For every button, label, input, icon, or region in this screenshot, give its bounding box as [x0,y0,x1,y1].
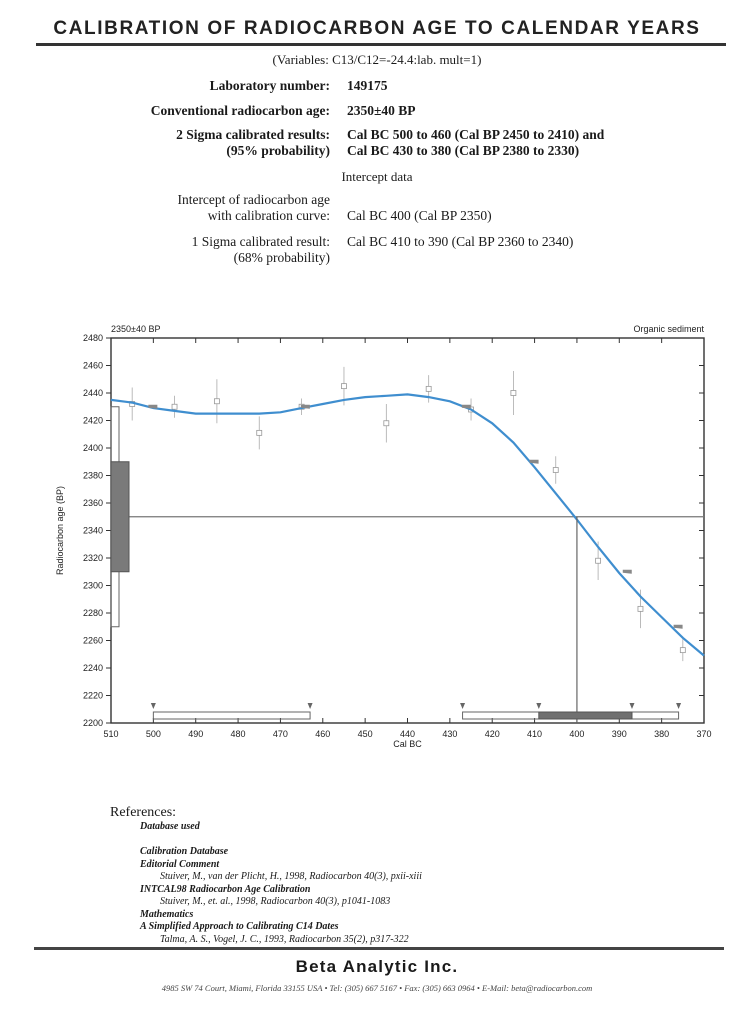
curve-marker [623,570,632,574]
x-tick-label: 470 [272,729,288,739]
reference-citation: Talma, A. S., Vogel, J. C., 1993, Radiocarbon 35(2), p317-322 [160,933,409,945]
x-tick-label: 410 [527,729,543,739]
y-tick-label: 2320 [82,553,103,563]
reference-heading: INTCAL98 Radiocarbon Age Calibration [140,883,311,895]
y-tick-label: 2220 [82,690,103,701]
company-address: 4985 SW 74 Court, Miami, Florida 33155 USA • Tel: (305) 667 5167 • Fax: (305) 663 0964 • E-Mail: beta@radiocarbon.com [161,983,593,993]
title-rule [36,43,726,46]
intercept-label-line2: with calibration curve: [207,208,330,223]
y-tick-label: 2340 [82,525,103,536]
reference-heading: Calibration Database [140,846,229,857]
cal-range-arrow [308,703,313,709]
y-tick-label: 2380 [82,470,103,481]
datapoint-marker [553,468,558,473]
datapoint-marker [341,384,346,389]
reference-heading: Mathematics [140,908,194,920]
cal-range-arrow [629,703,634,709]
page-title: CALIBRATION OF RADIOCARBON AGE TO CALENDAR YEARS [53,18,701,39]
cal-range-arrow [151,703,156,709]
curve-marker [674,625,683,629]
y-tick-label: 2240 [82,663,103,673]
y-tick-label: 2420 [82,415,103,426]
x-tick-label: 430 [442,729,458,739]
sigma1-label-line2: (68% probability) [233,250,330,265]
x-tick-label: 460 [315,729,331,739]
curve-marker [462,405,471,409]
x-tick-label: 390 [611,729,627,739]
x-tick-label: 440 [399,729,416,739]
y-tick-label: 2300 [82,580,103,591]
sigma2-label-line1: 2 Sigma calibrated results: [176,127,330,142]
sigma1-value: Cal BC 410 to 390 (Cal BP 2360 to 2340) [347,234,574,249]
reference-heading: Editorial Comment [140,858,220,870]
reference-heading: A Simplified Approach to Calibrating C14 Dates [140,921,339,932]
x-tick-label: 500 [145,729,161,739]
y-tick-label: 2440 [82,388,103,398]
datapoint-marker [596,558,601,563]
lab-number-value: 149175 [347,78,388,93]
lab-number-label: Laboratory number: [209,78,330,93]
datapoint-marker [214,399,219,404]
references-title: References: [110,805,177,820]
conv-age-label: Conventional radiocarbon age: [150,103,330,118]
chart-title-right: Organic sediment [633,324,704,334]
y-tick-label: 2460 [82,360,103,371]
sigma2-value-line1: Cal BC 500 to 460 (Cal BP 2450 to 2410) and [347,127,605,142]
sigma1-label-line1: 1 Sigma calibrated result: [191,234,330,249]
x-tick-label: 450 [357,729,373,739]
x-tick-label: 480 [230,729,246,739]
intercept-label-line1: Intercept of radiocarbon age [177,192,330,207]
datapoint-marker [511,391,516,396]
y-tick-label: 2480 [82,333,103,343]
cal-range-arrow [536,703,541,709]
y-tick-label: 2260 [82,635,103,646]
sigma1-age-bar [111,462,129,572]
conv-age-value: 2350±40 BP [347,103,416,118]
sigma2-label-line2: (95% probability) [226,143,330,158]
cal-range-arrow [676,703,681,709]
chart-title-left: 2350±40 BP [111,324,161,334]
intercept-heading: Intercept data [341,169,413,184]
variables-line: (Variables: C13/C12=-24.4:lab. mult=1) [272,52,482,67]
x-tick-label: 420 [484,729,500,739]
plot-frame [111,338,704,723]
reference-heading: Database used [140,821,200,832]
datapoint-marker [638,606,643,611]
datapoint-marker [384,421,389,426]
y-tick-label: 2200 [82,718,103,728]
calibration-curve [111,394,704,655]
y-tick-label: 2360 [82,498,103,508]
datapoint-marker [426,386,431,391]
sigma2-value-line2: Cal BC 430 to 380 (Cal BP 2380 to 2330) [347,143,580,158]
x-tick-label: 510 [103,729,119,739]
datapoint-marker [257,430,262,435]
cal-range-arrow [460,703,465,709]
x-axis-label: Cal BC [393,739,422,749]
calibration-chart [0,315,754,765]
x-tick-label: 370 [696,729,712,739]
reference-citation: Stuiver, M., et. al., 1998, Radiocarbon 40(3), p1041-1083 [160,896,391,907]
x-tick-label: 380 [654,729,670,739]
cal-1sigma-bar [539,712,632,719]
y-tick-label: 2400 [82,443,103,453]
y-axis-label: Radiocarbon age (BP) [55,485,65,576]
company-name: Beta Analytic Inc. [295,957,459,976]
datapoint-marker [172,404,177,409]
intercept-value: Cal BC 400 (Cal BP 2350) [347,208,492,223]
reference-citation: Stuiver, M., van der Plicht, H., 1998, Radiocarbon 40(3), pxii-xiii [160,871,422,882]
datapoint-marker [680,648,685,653]
footer-rule [34,947,724,950]
x-tick-label: 490 [188,729,204,739]
x-tick-label: 400 [569,729,585,739]
cal-2sigma-bracket [153,712,310,719]
y-tick-label: 2280 [82,608,103,618]
